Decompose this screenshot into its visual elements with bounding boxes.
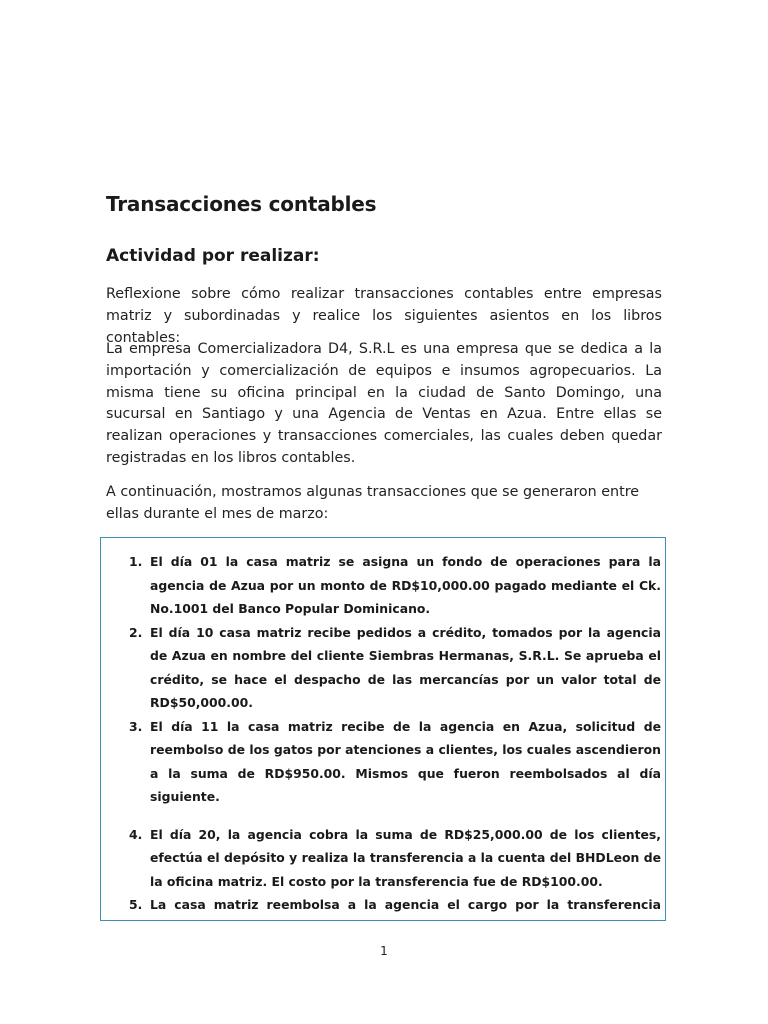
transactions-box bbox=[100, 537, 666, 921]
activity-heading: Actividad por realizar: bbox=[106, 246, 320, 266]
list-item bbox=[101, 715, 666, 809]
list-item-number: 3. bbox=[129, 718, 143, 734]
list-item-number: 4. bbox=[129, 826, 143, 842]
list-item-text: El día 10 casa matriz recibe pedidos a crédito, tomados por la agencia de Azua en nombre del cliente Siembras Hermanas, S.R.L. Se aprueba el crédito, se hace el despacho de las mercancías por un valor total de RD$50,000.00. bbox=[150, 624, 661, 710]
list-item-text: El día 01 la casa matriz se asigna un fondo de operaciones para la agencia de Azua por un monto de RD$10,000.00 pagado mediante el Ck. No.1001 del Banco Popular Dominicano. bbox=[150, 554, 661, 616]
transactions-list bbox=[101, 550, 666, 921]
list-item-number: 5. bbox=[129, 897, 143, 912]
list-item-text: El día 11 la casa matriz recibe de la agencia en Azua, solicitud de reembolso de los gatos por atenciones a clientes, los cuales ascendieron a la suma de RD$950.00. Mismos que fueron reembolsados al día siguiente. bbox=[150, 718, 661, 804]
document-title: Transacciones contables bbox=[106, 192, 377, 216]
list-item-number: 1. bbox=[129, 554, 143, 569]
list-item-number: 2. bbox=[129, 624, 143, 640]
page-number: 1 bbox=[380, 944, 388, 958]
list-item bbox=[101, 550, 666, 621]
transactions-intro-paragraph: A continuación, mostramos algunas transacciones que se generaron entre ellas durante el mes de marzo: bbox=[106, 484, 640, 522]
list-item bbox=[101, 621, 666, 715]
intro-paragraph: Reflexione sobre cómo realizar transacciones contables entre empresas matriz y subordinadas y realice los siguientes asientos en los libros contables: bbox=[106, 286, 662, 346]
list-item-text: El día 20, la agencia cobra la suma de RD$25,000.00 de los clientes, efectúa el depósito y realiza la transferencia a la cuenta del BHDLeon de la oficina matriz. El costo por la transferencia fue de RD$100.00. bbox=[150, 826, 661, 889]
list-item bbox=[101, 823, 666, 894]
list-item bbox=[101, 893, 666, 921]
list-item-text: La casa matriz reembolsa a la agencia el cargo por la transferencia bbox=[150, 897, 661, 912]
company-description-paragraph: La empresa Comercializadora D4, S.R.L es una empresa que se dedica a la importación y comercialización de equipos e insumos agropecuarios. La misma tiene su oficina principal en la ciudad de Santo Domingo, una sucursal en Santiago y una Agencia de Ventas en Azua. Entre ellas se realizan operaciones y transacciones comerciales, las cuales deben quedar registradas en los libros contables. bbox=[106, 341, 662, 466]
